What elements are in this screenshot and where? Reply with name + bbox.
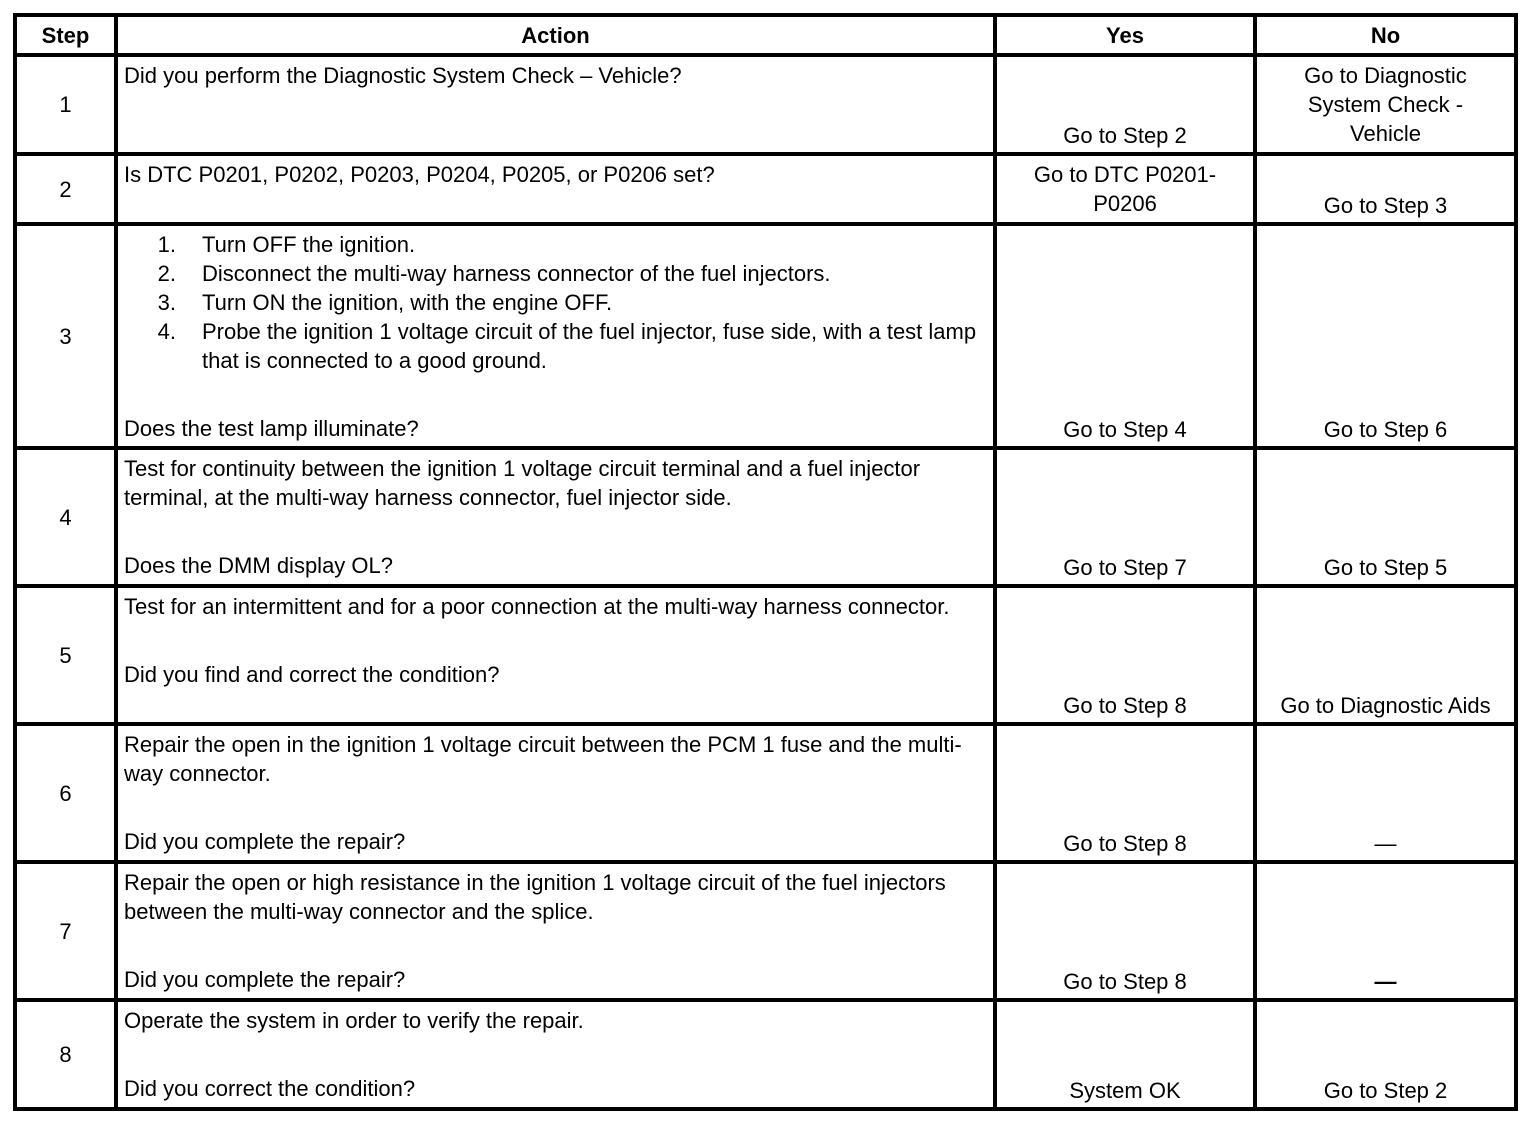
substep-list <box>124 230 985 375</box>
diagnostic-table <box>13 13 1518 1111</box>
action-cell <box>116 448 995 586</box>
substep-text: Turn ON the ignition, with the engine OFF. <box>202 290 613 315</box>
list-item <box>124 317 985 375</box>
action-question: Did you complete the repair? <box>124 967 406 992</box>
action-cell <box>116 1000 995 1109</box>
no-cell: — <box>1255 862 1516 1000</box>
substep-number: 4. <box>157 319 176 344</box>
action-cell <box>116 224 995 448</box>
table-row <box>15 724 1516 862</box>
action-text: Did you perform the Diagnostic System Check – Vehicle? <box>124 63 682 88</box>
step-number: 8 <box>15 1000 116 1109</box>
step-number: 3 <box>15 224 116 448</box>
no-cell: Go to Step 5 <box>1255 448 1516 586</box>
substep-text: Turn OFF the ignition. <box>202 232 416 257</box>
step-number: 7 <box>15 862 116 1000</box>
no-cell: — <box>1255 724 1516 862</box>
yes-cell: Go to Step 4 <box>995 224 1255 448</box>
substep-number: 2. <box>157 261 176 286</box>
substep-number: 1. <box>157 232 176 257</box>
header-action: Action <box>116 15 995 55</box>
action-cell <box>116 55 995 154</box>
list-item <box>124 259 985 288</box>
substep-text: Probe the ignition 1 voltage circuit of the fuel injector, fuse side, with a test lamp that is connected to a good ground. <box>202 319 977 373</box>
no-cell: Go to Diagnostic System Check - Vehicle <box>1255 55 1516 154</box>
action-text: Operate the system in order to verify the repair. <box>124 1008 584 1033</box>
list-item <box>124 230 985 259</box>
action-question: Does the DMM display OL? <box>124 553 393 578</box>
step-number: 6 <box>15 724 116 862</box>
no-cell: Go to Step 3 <box>1255 154 1516 224</box>
substep-number: 3. <box>157 290 176 315</box>
action-text: Test for continuity between the ignition 1 voltage circuit terminal and a fuel injector terminal, at the multi-way harness connector, fuel injector side. <box>124 456 921 510</box>
step-number: 2 <box>15 154 116 224</box>
header-row <box>15 15 1516 55</box>
action-cell <box>116 862 995 1000</box>
action-cell <box>116 586 995 724</box>
yes-cell: Go to Step 8 <box>995 586 1255 724</box>
action-text: Repair the open or high resistance in the ignition 1 voltage circuit of the fuel injectors between the multi-way connector and the splice. <box>124 870 946 924</box>
action-cell <box>116 724 995 862</box>
yes-cell: Go to Step 2 <box>995 55 1255 154</box>
list-item <box>124 288 985 317</box>
table-row <box>15 586 1516 724</box>
action-question: Did you find and correct the condition? <box>124 662 500 687</box>
action-text: Is DTC P0201, P0202, P0203, P0204, P0205, or P0206 set? <box>124 162 715 187</box>
action-text: Repair the open in the ignition 1 voltage circuit between the PCM 1 fuse and the multi-way connector. <box>124 732 962 786</box>
no-cell: Go to Step 2 <box>1255 1000 1516 1109</box>
table-row <box>15 862 1516 1000</box>
header-step: Step <box>15 15 116 55</box>
action-text: Test for an intermittent and for a poor connection at the multi-way harness connector. <box>124 594 950 619</box>
yes-cell: Go to DTC P0201-P0206 <box>995 154 1255 224</box>
table-row <box>15 1000 1516 1109</box>
table-row <box>15 448 1516 586</box>
no-cell: Go to Diagnostic Aids <box>1255 586 1516 724</box>
step-number: 5 <box>15 586 116 724</box>
action-question: Does the test lamp illuminate? <box>124 416 419 441</box>
action-cell <box>116 154 995 224</box>
step-number: 4 <box>15 448 116 586</box>
action-question: Did you complete the repair? <box>124 829 406 854</box>
yes-cell: System OK <box>995 1000 1255 1109</box>
table-row <box>15 224 1516 448</box>
step-number: 1 <box>15 55 116 154</box>
yes-cell: Go to Step 8 <box>995 862 1255 1000</box>
table-row <box>15 154 1516 224</box>
header-no: No <box>1255 15 1516 55</box>
no-cell: Go to Step 6 <box>1255 224 1516 448</box>
header-yes: Yes <box>995 15 1255 55</box>
table-row <box>15 55 1516 154</box>
yes-cell: Go to Step 8 <box>995 724 1255 862</box>
yes-cell: Go to Step 7 <box>995 448 1255 586</box>
action-question: Did you correct the condition? <box>124 1076 416 1101</box>
substep-text: Disconnect the multi-way harness connector of the fuel injectors. <box>202 261 831 286</box>
